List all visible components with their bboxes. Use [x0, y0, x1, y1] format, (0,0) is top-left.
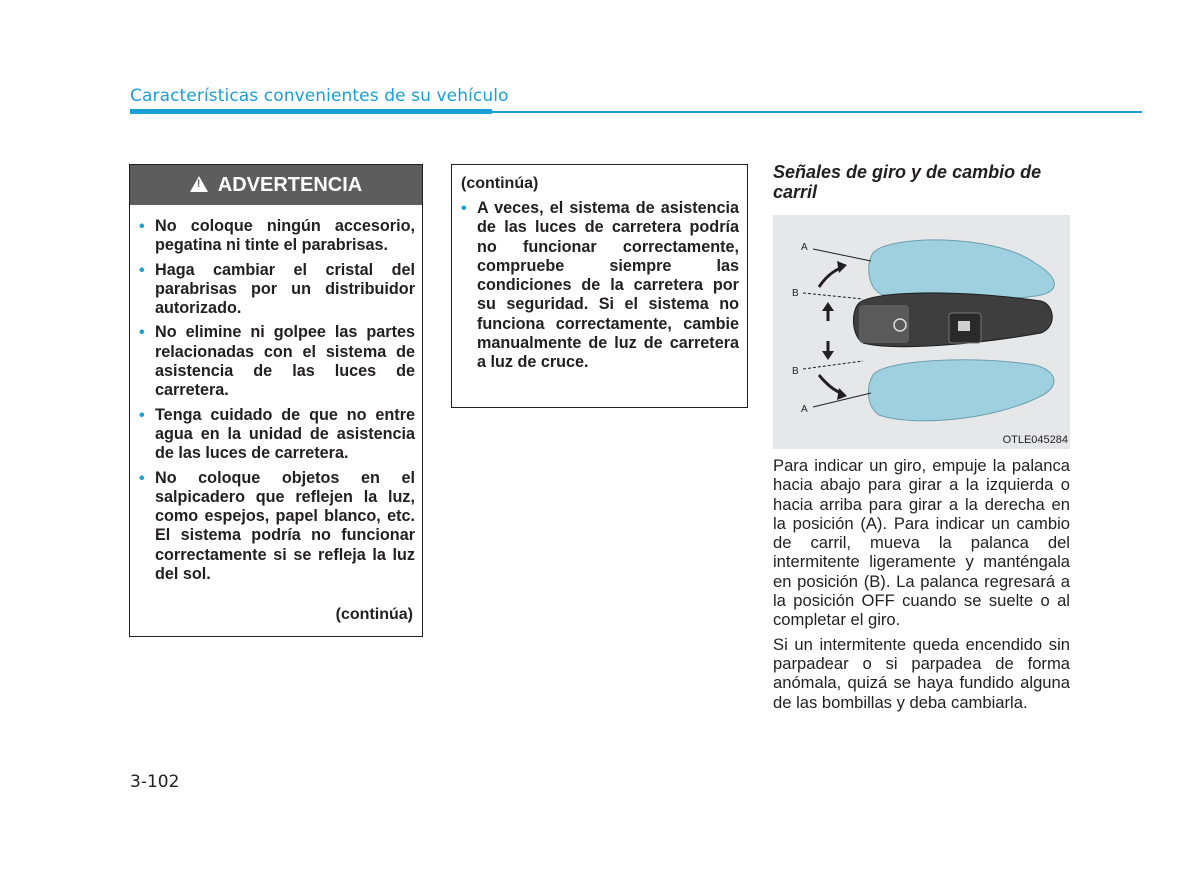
bullet-icon: •: [461, 200, 467, 217]
turn-signal-lever-illustration: [773, 215, 1070, 449]
lever-knob: [859, 305, 909, 343]
turn-signal-figure: [773, 215, 1070, 449]
bullet-icon: •: [139, 261, 145, 279]
bullet-icon: •: [139, 406, 145, 424]
continued-list: [461, 199, 739, 378]
warning-item: • No elimine ni golpee las partes relacionadas con el sistema de asistencia de las luces de carretera.: [139, 323, 415, 400]
warning-box: [129, 164, 423, 637]
switch-indicator: [958, 321, 970, 331]
body-paragraph: Para indicar un giro, empuje la palanca hacia abajo para girar a la izquierda o hacia arriba para girar a la derecha en la posición (A). Para indicar un cambio de carril, mueva la palanca del intermitente ligeramente y manténgala en posición (B). La palanca regresará a la posición OFF cuando se suelte o al completar el giro.: [773, 456, 1070, 630]
figure-label-a: A: [801, 242, 808, 253]
warning-list: [139, 217, 415, 589]
warning-item: • A veces, el sistema de asistencia de las luces de carretera podría no funcionar correctamente, compruebe siempre las condiciones de la carretera por su seguridad. Si el sistema no funciona correctamente, cambie manualmente de luz de carretera a luz de cruce.: [461, 199, 739, 372]
lower-lever-ghost: [868, 360, 1054, 421]
bullet-icon: •: [139, 324, 145, 342]
continued-label: (continúa): [461, 175, 539, 192]
arrowhead: [837, 261, 847, 273]
section-header-title: Características convenientes de su vehículo: [130, 86, 509, 106]
body-paragraph: Si un intermitente queda encendido sin parpadear o si parpadea de forma anómala, quizá se haya fundido alguna de las bombillas y deba cambiarla.: [773, 634, 1070, 712]
continued-label: (continúa): [335, 606, 413, 623]
arrowhead: [822, 302, 834, 311]
page-number: 3-102: [130, 772, 180, 792]
section-body: [773, 456, 1070, 717]
leader-line-a: [813, 249, 871, 261]
section-title: Señales de giro y de cambio de carril: [773, 162, 1042, 202]
arrowhead: [822, 351, 834, 360]
bullet-icon: •: [139, 469, 145, 487]
leader-line-b: [803, 361, 863, 369]
continued-warning-box: [451, 164, 748, 408]
warning-item: • No coloque objetos en el salpicadero que reflejen la luz, como espejos, papel blanco, etc. El sistema podría no funcionar correctamente si se refleja la luz del sol.: [139, 468, 415, 584]
warning-header: [130, 165, 422, 205]
warning-item: • Tenga cuidado de que no entre agua en la unidad de asistencia de las luces de carretera.: [139, 405, 415, 463]
figure-label-b: B: [792, 288, 799, 299]
leader-line-b: [803, 293, 863, 299]
warning-item: • Haga cambiar el cristal del parabrisas por un distribuidor autorizado.: [139, 260, 415, 318]
warning-item: • No coloque ningún accesorio, pegatina ni tinte el parabrisas.: [139, 217, 415, 255]
warning-title: ADVERTENCIA: [217, 173, 363, 196]
figure-label-b: B: [792, 366, 799, 377]
warning-triangle-icon: [190, 176, 208, 192]
figure-label-a: A: [801, 404, 808, 415]
figure-code: OTLE045284: [1002, 434, 1068, 446]
bullet-icon: •: [139, 218, 145, 235]
arrowhead: [837, 388, 847, 400]
upper-lever-ghost: [869, 240, 1055, 299]
header-rule-accent: [130, 109, 492, 114]
